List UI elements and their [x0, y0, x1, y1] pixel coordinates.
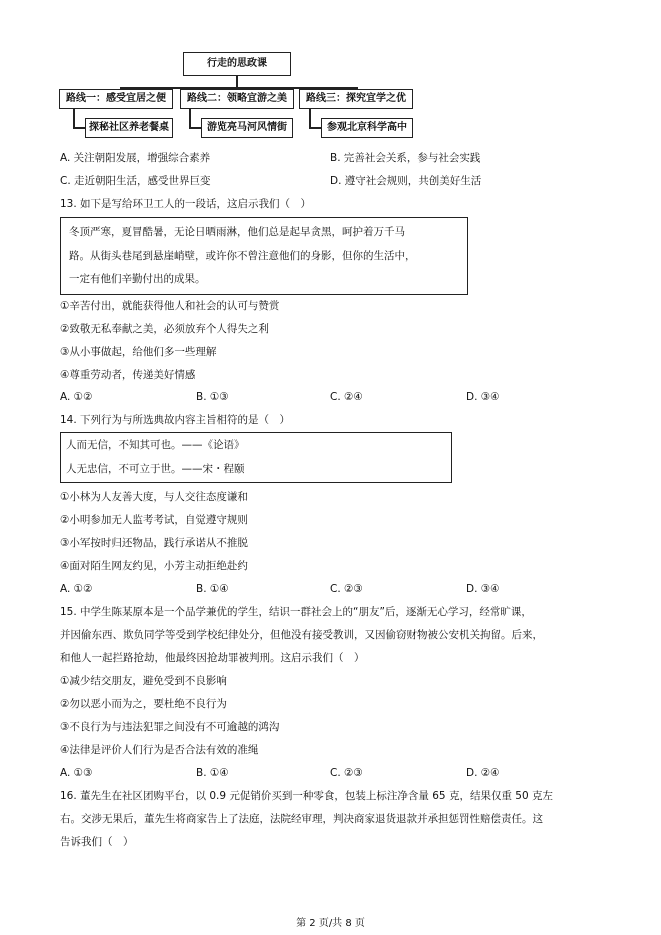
q12-option-c: C. 走近朝阳生活，感受世界巨变: [60, 175, 211, 187]
q14-statement: ②小明参加无人监考考试，自觉遵守规则: [60, 514, 248, 526]
q15-stem-line: 并因偷东西、欺负同学等受到学校纪律处分，但他没有接受教训，又因偷窃财物被公安机关拘留。后来，: [60, 629, 543, 641]
diagram-leaf-box: [85, 118, 173, 138]
q13-quote-line: 一定有他们辛勤付出的成果。: [69, 273, 206, 285]
q13-statement: ④尊重劳动者，传递美好情感: [60, 369, 196, 381]
diagram-route-label: 路线二：领略宜游之美: [187, 93, 287, 104]
diagram-leaf-box: [321, 118, 413, 138]
diagram-route-label: 路线一：感受宜居之便: [66, 93, 166, 104]
q13-option-d: D. ③④: [466, 391, 500, 403]
q14-option-a: A. ①②: [60, 583, 93, 595]
diagram-leaf-label: 探秘社区养老餐桌: [89, 122, 169, 133]
diagram-route-box: [59, 89, 173, 109]
q15-statement: ③不良行为与违法犯罪之间没有不可逾越的鸿沟: [60, 721, 280, 733]
q13-option-c: C. ②④: [330, 391, 363, 403]
q13-quote-line: 冬顶严寒，夏冒酷暑，无论日晒雨淋，他们总是起早贪黑，呵护着万千马: [69, 226, 405, 238]
q15-statement: ①减少结交朋友，避免受到不良影响: [60, 675, 227, 687]
diagram-route-label: 路线三：探究宜学之优: [306, 93, 406, 104]
diagram-root-label: 行走的思政课: [207, 58, 267, 69]
q14-statement: ①小林为人友善大度，与人交往态度谦和: [60, 491, 248, 503]
q14-statement: ④面对陌生网友约见，小芳主动拒绝赴约: [60, 560, 248, 572]
diagram-leaf-label: 游览亮马河风情街: [207, 122, 287, 133]
q13-statement: ①辛苦付出，就能获得他人和社会的认可与赞赏: [60, 300, 280, 312]
q16-stem-line: 右。交涉无果后，董先生将商家告上了法庭，法院经审理，判决商家退货退款并承担惩罚性赔偿责任。这: [60, 813, 543, 825]
q14-option-c: C. ②③: [330, 583, 363, 595]
q16-stem-line: 16. 董先生在社区团购平台，以 0.9 元促销价买到一种零食，包装上标注净含量 65 克，结果仅重 50 克左: [60, 790, 553, 802]
q13-quote-box: [60, 217, 468, 295]
q14-stem: 14. 下列行为与所选典故内容主旨相符的是（ ）: [60, 414, 291, 426]
diagram-root-box: [183, 52, 291, 76]
q14-quote-line: 人无忠信，不可立于世。——宋・程颐: [66, 463, 245, 475]
diagram-route-box: [180, 89, 294, 109]
q14-quote-box: [60, 432, 452, 483]
q15-option-a: A. ①③: [60, 767, 93, 779]
q14-statement: ③小军按时归还物品，践行承诺从不推脱: [60, 537, 248, 549]
q13-quote-line: 路。从街头巷尾到悬崖峭壁，或许你不曾注意他们的身影，但你的生活中，: [69, 250, 416, 262]
q13-stem: 13. 如下是写给环卫工人的一段话，这启示我们（ ）: [60, 198, 312, 210]
connector: [309, 109, 311, 128]
q15-option-d: D. ②④: [466, 767, 500, 779]
q15-stem-line: 和他人一起拦路抢劫，他最终因抢劫罪被判刑。这启示我们（ ）: [60, 652, 365, 664]
q16-stem-line: 告诉我们（ ）: [60, 836, 134, 848]
connector: [73, 109, 75, 128]
q15-option-c: C. ②③: [330, 767, 363, 779]
q12-option-a: A. 关注朝阳发展，增强综合素养: [60, 152, 211, 164]
q15-option-b: B. ①④: [196, 767, 229, 779]
q15-statement: ④法律是评价人们行为是否合法有效的准绳: [60, 744, 259, 756]
q15-statement: ②勿以恶小而为之，要杜绝不良行为: [60, 698, 227, 710]
q14-option-d: D. ③④: [466, 583, 500, 595]
q13-statement: ③从小事做起，给他们多一些理解: [60, 346, 217, 358]
diagram-leaf-box: [201, 118, 293, 138]
q14-quote-line: 人而无信，不知其可也。——《论语》: [66, 439, 245, 451]
page-footer: 第 2 页/共 8 页: [296, 918, 365, 929]
q12-option-b: B. 完善社会关系，参与社会实践: [330, 152, 481, 164]
q13-option-a: A. ①②: [60, 391, 93, 403]
diagram-leaf-label: 参观北京科学高中: [327, 122, 407, 133]
q13-option-b: B. ①③: [196, 391, 229, 403]
diagram-route-box: [299, 89, 413, 109]
q14-option-b: B. ①④: [196, 583, 229, 595]
q15-stem-line: 15. 中学生陈某原本是一个品学兼优的学生，结识一群社会上的“朋友”后，逐渐无心学习，经常旷课，: [60, 606, 532, 618]
q13-statement: ②致敬无私奉献之美，必须放弃个人得失之利: [60, 323, 269, 335]
q12-option-d: D. 遵守社会规则，共创美好生活: [330, 175, 482, 187]
connector: [189, 109, 191, 128]
